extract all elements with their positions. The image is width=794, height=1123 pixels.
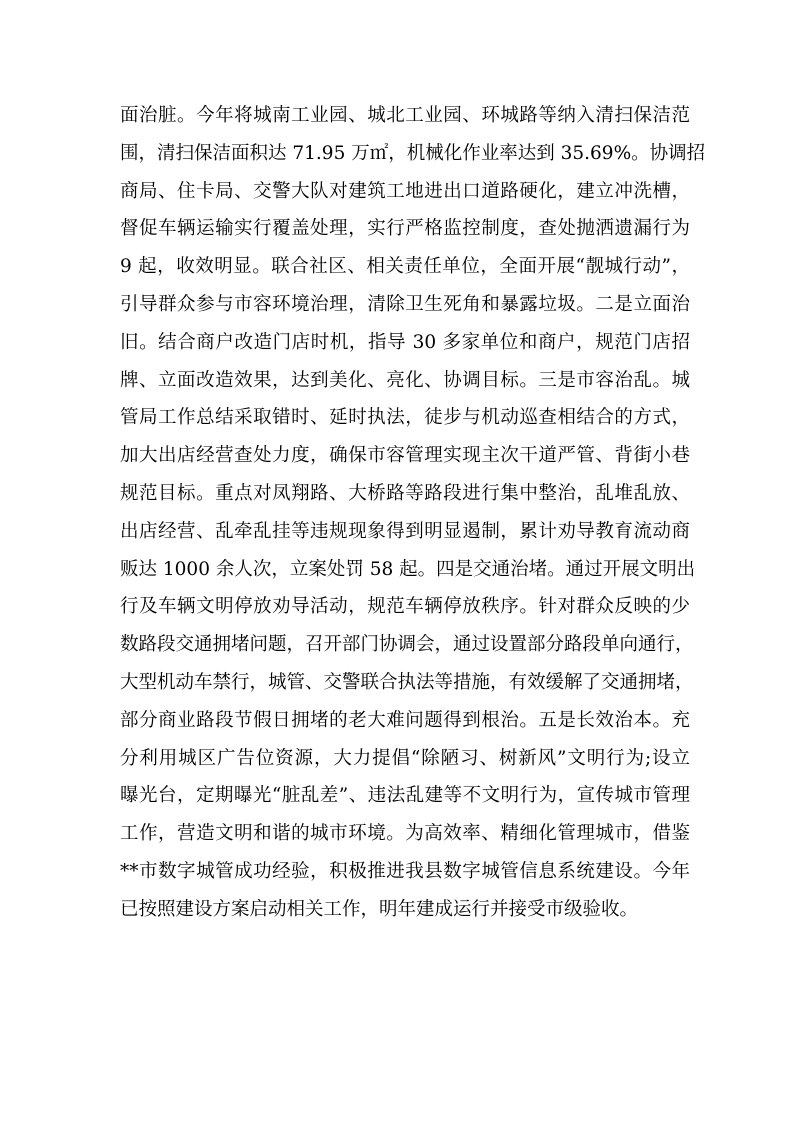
text-line: 面治脏。今年将城南工业园、城北工业园、环城路等纳入清扫保洁范: [120, 105, 690, 126]
text-line: 9 起，收效明显。联合社区、相关责任单位，全面开展“靓城行动”，: [120, 256, 690, 278]
text-line: 数路段交通拥堵问题，召开部门协调会，通过设置部分路段单向通行，: [120, 634, 694, 656]
text-line: 督促车辆运输实行覆盖处理，实行严格监控制度，查处抛洒遗漏行为: [120, 218, 690, 240]
body-paragraph: [120, 97, 706, 929]
text-line: 加大出店经营查处力度，确保市容管理实现主次干道严管、背街小巷: [120, 445, 690, 467]
text-line: 管局工作总结采取错时、延时执法，徒步与机动巡查相结合的方式，: [120, 407, 690, 429]
text-line: 已按照建设方案启动相关工作，明年建成运行并接受市级验收。: [120, 898, 639, 920]
text-line: 工作，营造文明和谐的城市环境。为高效率、精细化管理城市，借鉴: [120, 823, 690, 845]
text-line: 旧。结合商户改造门店时机，指导 30 多家单位和商户，规范门店招: [120, 331, 690, 353]
text-line: 围，清扫保洁面积达 71.95 万㎡，机械化作业率达到 35.69%。协调招: [120, 142, 706, 164]
text-line: 行及车辆文明停放劝导活动，规范车辆停放秩序。针对群众反映的少: [120, 596, 690, 618]
text-line: **市数字城管成功经验，积极推进我县数字城管信息系统建设。今年: [120, 860, 690, 882]
text-line: 贩达 1000 余人次，立案处罚 58 起。四是交通治堵。通过开展文明出: [120, 558, 696, 580]
text-line: 大型机动车禁行，城管、交警联合执法等措施，有效缓解了交通拥堵，: [120, 671, 694, 693]
text-line: 分利用城区广告位资源，大力提倡“除陋习、树新风”文明行为;设立: [120, 747, 690, 769]
text-line: 引导群众参与市容环境治理，清除卫生死角和暴露垃圾。二是立面治: [120, 293, 690, 315]
text-line: 规范目标。重点对凤翔路、大桥路等路段进行集中整治，乱堆乱放、: [120, 482, 690, 504]
text-line: 商局、住卡局、交警大队对建筑工地进出口道路硬化，建立冲洗槽，: [120, 180, 690, 202]
text-line: 出店经营、乱牵乱挂等违规现象得到明显遏制，累计劝导教育流动商: [120, 520, 690, 542]
text-line: 部分商业路段节假日拥堵的老大难问题得到根治。五是长效治本。充: [120, 709, 690, 731]
text-line: 牌、立面改造效果，达到美化、亮化、协调目标。三是市容治乱。城: [120, 369, 690, 391]
text-line: 曝光台，定期曝光“脏乱差”、违法乱建等不文明行为，宣传城市管理: [120, 785, 690, 807]
